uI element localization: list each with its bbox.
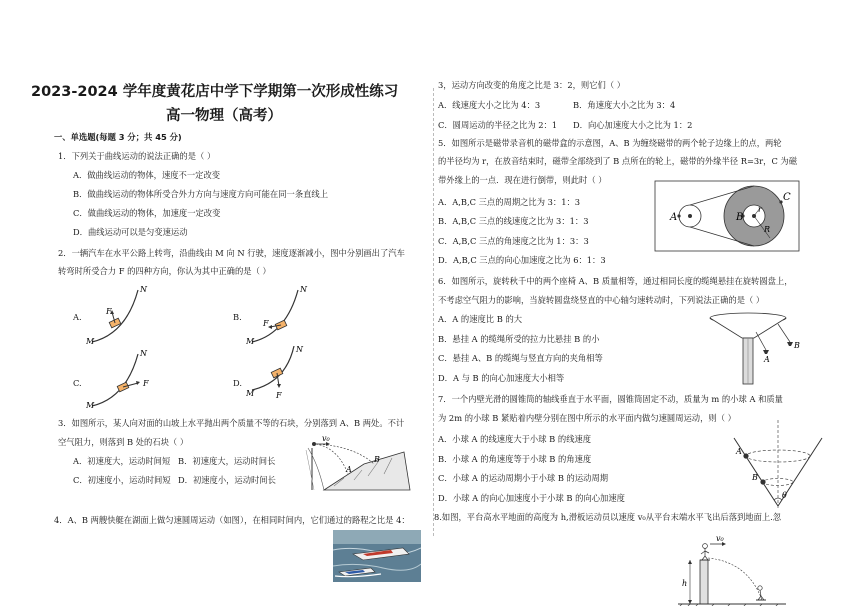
q1-option-c: C．做曲线运动的物体，加速度一定改变 (73, 208, 221, 218)
q7-cone-figure (730, 420, 826, 510)
q5-point-c: C (783, 192, 791, 203)
column-divider (433, 88, 434, 536)
q7-ball-a: A (736, 447, 742, 456)
q1-option-a: A．做曲线运动的物体，速度不一定改变 (73, 170, 221, 180)
q7-option-d: D．小球 A 的向心加速度小于小球 B 的向心加速度 (438, 493, 625, 503)
q8-platform-figure (678, 532, 788, 606)
q5-stem-line3: 带外缘上的一点．现在进行倒带，则此时（ ） (438, 175, 607, 185)
q3-stem-line2: 空气阻力，则落到 B 处的石块（ ） (58, 437, 189, 447)
q4-option-a: A．线速度大小之比为 4：3 (438, 100, 541, 110)
q6-seat-b: B (794, 341, 800, 350)
q2c-f: F (143, 379, 149, 388)
q3-option-b: B．初速度大，运动时间长 (178, 456, 276, 466)
q2-fig-label-d: D. (233, 378, 242, 388)
q2d-m: M (246, 389, 255, 398)
q7-ball-b: B (752, 473, 758, 482)
q6-option-c: C．悬挂 A、B 的缆绳与竖直方向的夹角相等 (438, 353, 603, 363)
q5-stem-line2: 的半径均为 r，在放音结束时，磁带全部绕到了 B 点所在的轮上，磁带的外缘半径 R=3r，C 为磁 (438, 156, 798, 166)
q5-point-b: B (736, 212, 744, 223)
q2c-m: M (86, 401, 95, 410)
q2-figure-b (246, 282, 326, 346)
q2b-m: M (246, 337, 255, 346)
q6-option-b: B．悬挂 A 的缆绳所受的拉力比悬挂 B 的小 (438, 334, 600, 344)
q2b-n: N (300, 285, 307, 294)
q8-v0: v₀ (716, 534, 724, 543)
q7-option-a: A．小球 A 的线速度大于小球 B 的线速度 (438, 434, 592, 444)
q3-option-d: D．初速度小，运动时间长 (178, 475, 276, 485)
q7-option-b: B．小球 A 的角速度等于小球 B 的角速度 (438, 454, 592, 464)
q6-swing-figure (706, 310, 806, 386)
q5-stem-line1: 5．如图所示是磁带录音机的磁带盒的示意图，A、B 为缠绕磁带的两个轮子边缘上的点，两轮 (438, 138, 782, 148)
q2-figure-c (86, 346, 166, 410)
q4-option-d: D．向心加速度大小之比为 1：2 (573, 120, 693, 130)
q2-fig-label-a: A. (73, 312, 82, 322)
q7-stem-line1: 7．一个内壁光滑的圆锥筒的轴线垂直于水平面，圆锥筒固定不动，质量为 m 的小球 A 和质量 (438, 394, 783, 404)
q2c-n: N (140, 349, 147, 358)
q4-cont-stem: 3，运动方向改变的角度之比是 3：2，则它们（ ） (438, 80, 626, 90)
q2d-f: F (276, 391, 282, 400)
q4-option-c: C．圆周运动的半径之比为 2：1 (438, 120, 558, 130)
q5-point-a: A (670, 212, 678, 223)
q5-tape-cassette-figure (654, 180, 800, 252)
q1-option-b: B．做曲线运动的物体所受合外力方向与速度方向可能在同一条直线上 (73, 189, 329, 199)
exam-title: 2023-2024 学年度黄花店中学下学期第一次形成性练习 (31, 84, 399, 100)
q3-v0: v₀ (322, 434, 330, 443)
q2-figure-d (246, 346, 326, 410)
q7-theta: θ (782, 491, 787, 500)
q7-option-c: C．小球 A 的运动周期小于小球 B 的运动周期 (438, 473, 609, 483)
q6-stem-line1: 6．如图所示，旋转秋千中的两个座椅 A、B 质量相等，通过相同长度的缆绳悬挂在旋转圆盘上， (438, 276, 793, 286)
q3-option-a: A．初速度大，运动时间短 (73, 456, 171, 466)
q4-speedboat-photo (333, 530, 421, 582)
q2-figure-a (86, 282, 166, 346)
q1-option-d: D．曲线运动可以是匀变速运动 (73, 227, 188, 237)
q4-stem: 4．A、B 两艘快艇在湖面上做匀速圆周运动（如图），在相同时间内，它们通过的路程之比是 4： (54, 515, 410, 525)
q3-point-a: A (346, 465, 352, 474)
q2-stem-line2: 转弯时所受合力 F 的四种方向，你认为其中正确的是（ ） (58, 266, 271, 276)
q2a-n: N (140, 285, 147, 294)
q2d-n: N (296, 346, 303, 354)
q5-r-large: R (764, 225, 771, 234)
q7-stem-line2: 为 2m 的小球 B 紧贴着内壁分别在图中所示的水平面内做匀速圆周运动，则（ ） (438, 413, 736, 423)
q5-option-a: A．A,B,C 三点的周期之比为 3：1：3 (438, 197, 581, 207)
q2a-f: F (106, 307, 112, 316)
q8-stem: 8.如图，平台高水平地面的高度为 h,滑板运动员以速度 v₀从平台末端水平飞出后落到地面上.忽 (434, 512, 782, 522)
exam-subtitle: 高一物理（高考） (166, 108, 282, 124)
q3-figure-hillside (304, 434, 412, 492)
section-heading: 一、单选题(每题 3 分；共 45 分) (54, 132, 182, 142)
q4-option-b: B．角速度大小之比为 3：4 (573, 100, 676, 110)
q2-fig-label-b: B. (233, 312, 242, 322)
q6-seat-a: A (764, 355, 770, 364)
q3-point-b: B (374, 455, 380, 464)
q5-option-b: B．A,B,C 三点的线速度之比为 3：1：3 (438, 216, 589, 226)
q5-r-small: r (758, 205, 762, 214)
q5-option-d: D．A,B,C 三点的向心加速度之比为 6：1：3 (438, 255, 606, 265)
q2-stem-line1: 2．一辆汽车在水平公路上转弯，沿曲线由 M 向 N 行驶，速度逐渐减小，图中分别画出了汽车 (58, 248, 405, 258)
q8-h: h (682, 579, 688, 588)
q6-option-a: A．A 的速度比 B 的大 (438, 314, 523, 324)
q3-option-c: C．初速度小，运动时间短 (73, 475, 171, 485)
q6-option-d: D．A 与 B 的向心加速度大小相等 (438, 373, 565, 383)
q2a-m: M (86, 337, 95, 346)
q2-fig-label-c: C. (73, 378, 82, 388)
q3-stem-line1: 3．如图所示，某人向对面的山坡上水平抛出两个质量不等的石块，分别落到 A、B 两处。不计 (58, 418, 405, 428)
q5-option-c: C．A,B,C 三点的角速度之比为 1：3：3 (438, 236, 589, 246)
q2b-f: F (263, 319, 269, 328)
q1-stem: 1．下列关于曲线运动的说法正确的是（ ） (58, 151, 216, 161)
q6-stem-line2: 不考虑空气阻力的影响，当旋转圆盘绕竖直的中心轴匀速转动时，下列说法正确的是（ ） (438, 295, 765, 305)
